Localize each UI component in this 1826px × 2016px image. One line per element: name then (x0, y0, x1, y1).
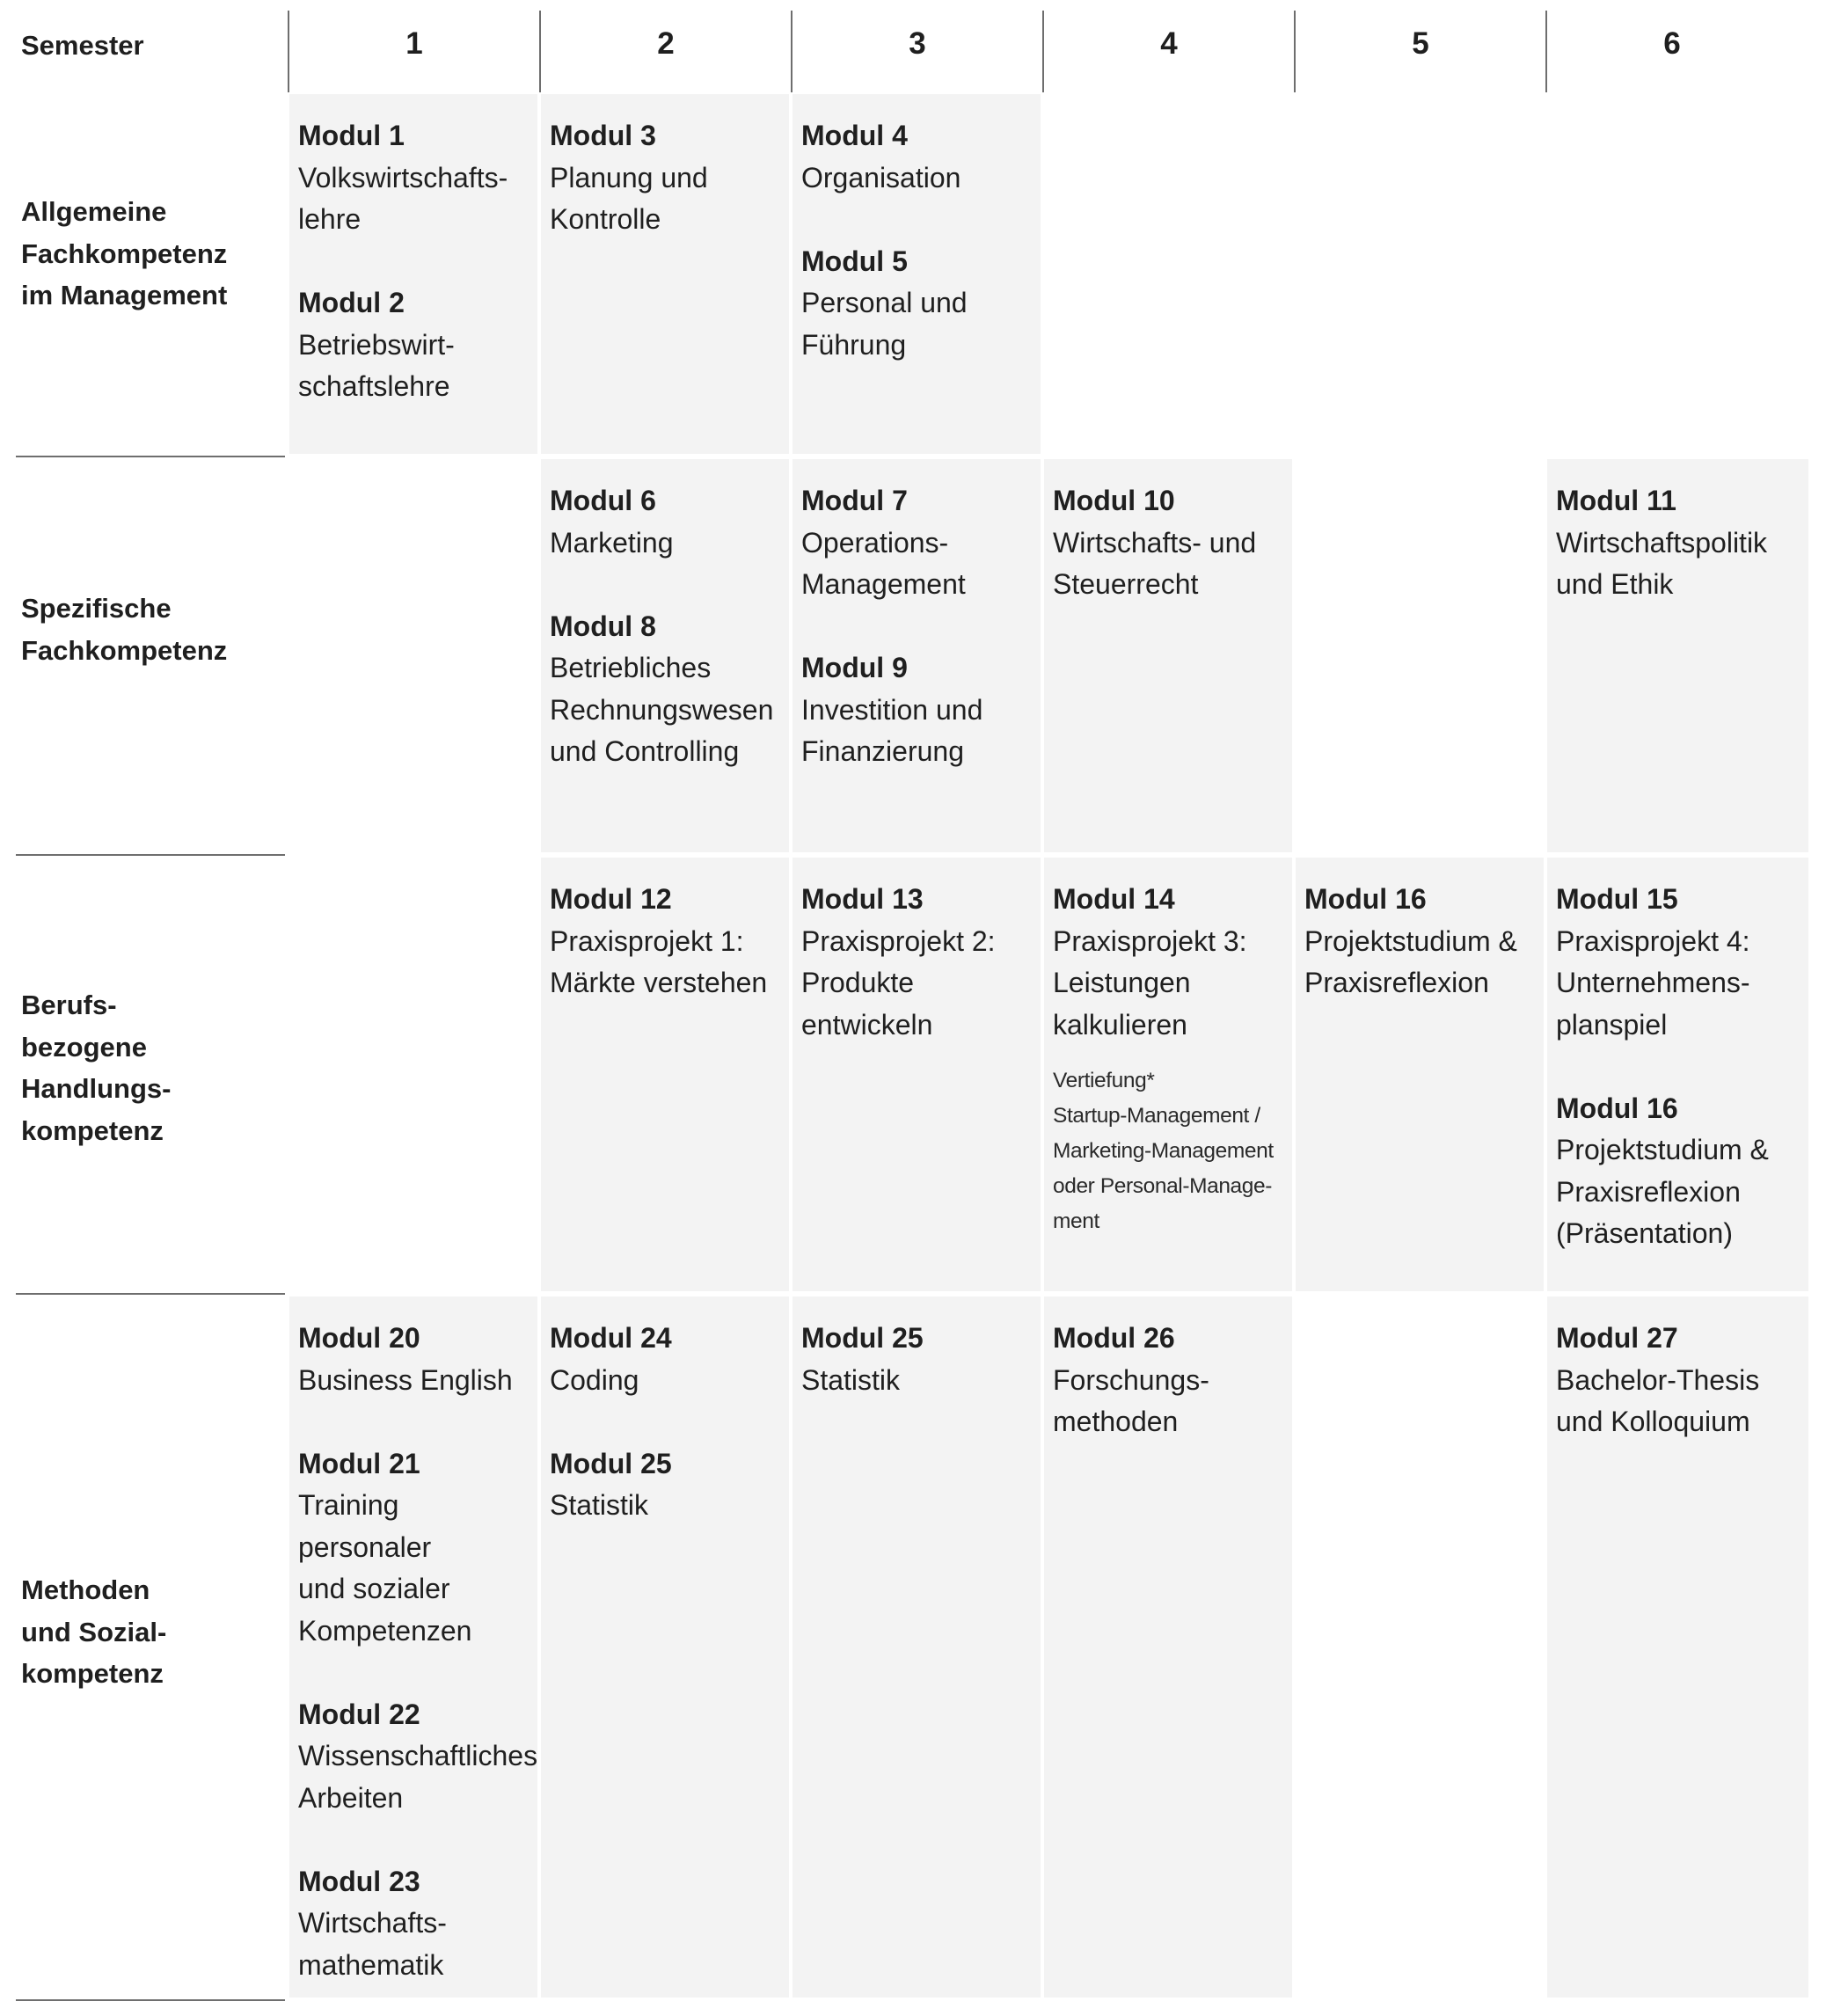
cell-row3-semester3 (792, 858, 1041, 1291)
semester-header-4: 4 (1042, 11, 1294, 92)
cell-row4-semester3 (792, 1297, 1041, 1998)
row-label-specific-competence: Spezifische Fachkompetenz (21, 593, 228, 666)
module-title: Praxisprojekt 4: Unternehmens- planspiel (1556, 924, 1750, 1041)
module-card (1053, 1318, 1283, 1443)
module-number: Modul 8 (550, 610, 656, 642)
semester-header-1: 1 (288, 11, 539, 92)
module-number: Modul 10 (1053, 485, 1175, 516)
module-title: Betriebliches Rechnungswesen und Controlling (550, 652, 774, 767)
semester-header-3: 3 (791, 11, 1042, 92)
module-number: Modul 3 (550, 120, 656, 151)
module-card (1053, 879, 1283, 1046)
module-title: Coding (550, 1363, 639, 1396)
module-title: Praxisprojekt 2: Produkte entwickeln (801, 924, 996, 1041)
module-card (298, 1443, 529, 1653)
module-title: Praxisprojekt 1: Märkte verstehen (550, 924, 768, 998)
module-title: Projektstudium & Praxisreflexion (Präsentation) (1556, 1134, 1769, 1249)
module-card (1556, 879, 1800, 1046)
row-divider (16, 456, 285, 457)
row-label-general-competence: Allgemeine Fachkompetenz im Management (21, 196, 228, 310)
cell-row2-semester2 (541, 459, 789, 852)
cell-row3-semester6 (1547, 858, 1808, 1291)
module-title: Business English (298, 1363, 513, 1396)
cell-row4-semester1 (289, 1297, 537, 1998)
module-card (801, 1318, 1032, 1401)
module-title: Wirtschaftspolitik und Ethik (1556, 526, 1768, 600)
module-card (1304, 879, 1535, 1004)
cell-row1-semester3 (792, 94, 1041, 454)
module-number: Modul 21 (298, 1447, 420, 1479)
module-card (1556, 1088, 1800, 1255)
module-card (801, 241, 1032, 367)
module-number: Modul 20 (298, 1322, 420, 1354)
module-card (550, 879, 780, 1004)
module-card (801, 879, 1032, 1046)
row-divider (16, 1293, 285, 1295)
cell-row4-semester6 (1547, 1297, 1808, 1998)
module-card (298, 1694, 538, 1820)
module-title: Statistik (550, 1489, 649, 1521)
cell-row3-semester4 (1044, 858, 1292, 1291)
module-card (298, 1861, 529, 1987)
module-title: Wirtschafts- mathematik (298, 1907, 447, 1981)
module-number: Modul 16 (1304, 883, 1427, 915)
module-title: Training personaler und sozialer Kompetenzen (298, 1489, 472, 1647)
module-title: Projektstudium & Praxisreflexion (1304, 924, 1517, 998)
module-title: Forschungs- methoden (1053, 1363, 1209, 1437)
module-title: Betriebswirt- schaftslehre (298, 328, 455, 402)
module-card (801, 115, 1032, 199)
module-number: Modul 9 (801, 652, 908, 683)
cell-row4-semester2 (541, 1297, 789, 1998)
module-title: Marketing (550, 526, 674, 559)
module-title: Bachelor-Thesis und Kolloquium (1556, 1363, 1760, 1437)
cell-row4-semester4 (1044, 1297, 1292, 1998)
row-label-methods-social-competence: Methoden und Sozial- kompetenz (21, 1574, 167, 1689)
module-number: Modul 23 (298, 1865, 420, 1897)
module-number: Modul 25 (550, 1447, 672, 1479)
module-number: Modul 13 (801, 883, 924, 915)
module-card (298, 115, 529, 241)
module-title: Praxisprojekt 3: Leistungen kalkulieren (1053, 924, 1247, 1041)
module-card (801, 647, 1032, 773)
module-number: Modul 11 (1556, 485, 1676, 516)
module-number: Modul 12 (550, 883, 672, 915)
module-card (1556, 480, 1800, 606)
semester-header-2: 2 (539, 11, 791, 92)
module-number: Modul 26 (1053, 1322, 1175, 1354)
module-card (550, 1443, 780, 1527)
module-title: Personal und Führung (801, 287, 968, 361)
module-title: Volkswirtschafts- lehre (298, 161, 508, 235)
row-divider (16, 854, 285, 856)
module-number: Modul 27 (1556, 1322, 1678, 1354)
module-number: Modul 6 (550, 485, 656, 516)
module-number: Modul 16 (1556, 1092, 1678, 1124)
module-number: Modul 24 (550, 1322, 672, 1354)
cell-row2-semester3 (792, 459, 1041, 852)
module-card (1556, 1318, 1800, 1443)
row-divider (16, 1999, 285, 2001)
cell-row2-semester4 (1044, 459, 1292, 852)
cell-row1-semester1 (289, 94, 537, 454)
semester-header-6: 6 (1545, 11, 1797, 92)
module-card (298, 1318, 529, 1401)
module-card (1053, 480, 1283, 606)
module-title: Planung und Kontrolle (550, 161, 708, 235)
module-title: Wissenschaftliches Arbeiten (298, 1740, 538, 1814)
module-card (550, 480, 780, 564)
semester-header-5: 5 (1294, 11, 1545, 92)
module-number: Modul 14 (1053, 883, 1175, 915)
module-title: Organisation (801, 161, 961, 194)
cell-row3-semester2 (541, 858, 789, 1291)
module-title: Wirtschafts- und Steuerrecht (1053, 526, 1257, 600)
module-title: Statistik (801, 1363, 901, 1396)
specialization-note: Vertiefung* Startup-Management / Marketing-Management oder Personal-Manage- ment (1053, 1069, 1274, 1233)
module-card (550, 606, 780, 773)
module-number: Modul 22 (298, 1698, 420, 1730)
module-number: Modul 5 (801, 245, 908, 277)
module-number: Modul 15 (1556, 883, 1678, 915)
module-number: Modul 2 (298, 287, 405, 318)
module-title: Investition und Finanzierung (801, 693, 983, 767)
module-number: Modul 7 (801, 485, 908, 516)
cell-row3-semester5 (1296, 858, 1544, 1291)
row-label-professional-competence: Berufs- bezogene Handlungs- kompetenz (21, 990, 172, 1146)
module-title: Operations- Management (801, 526, 966, 600)
cell-row1-semester2 (541, 94, 789, 454)
module-number: Modul 4 (801, 120, 908, 151)
module-number: Modul 25 (801, 1322, 924, 1354)
module-number: Modul 1 (298, 120, 405, 151)
semester-label: Semester (21, 30, 144, 61)
module-card (801, 480, 1032, 606)
cell-row2-semester6 (1547, 459, 1808, 852)
module-card (298, 282, 529, 408)
module-card (550, 115, 780, 241)
module-card (550, 1318, 780, 1401)
